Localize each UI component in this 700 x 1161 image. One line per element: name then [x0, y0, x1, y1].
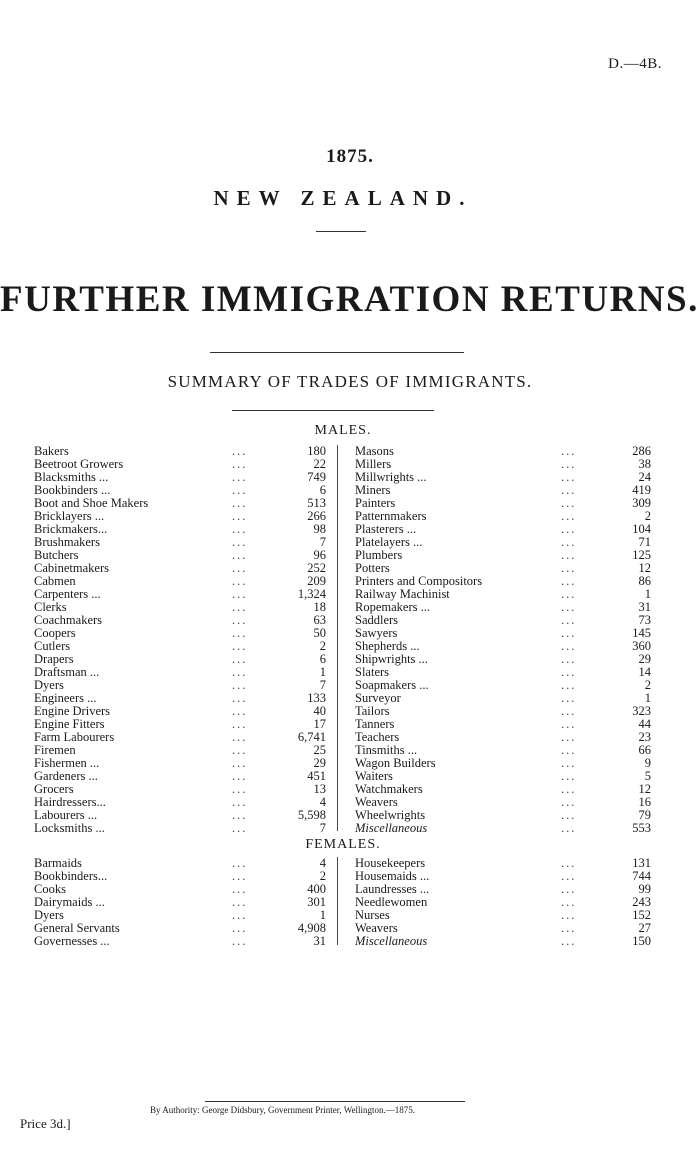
trade-row — [34, 562, 332, 575]
trade-count: 513 — [307, 496, 326, 510]
trade-count: 400 — [307, 882, 326, 896]
leader-dots: ... — [232, 895, 248, 909]
leader-dots: ... — [561, 639, 577, 653]
trade-count: 749 — [307, 470, 326, 484]
trade-name: Shepherds ... — [355, 639, 420, 653]
trade-name: Coachmakers — [34, 613, 103, 627]
trade-count: 99 — [638, 882, 651, 896]
leader-dots: ... — [232, 483, 248, 497]
trade-row — [34, 870, 332, 883]
trade-name: Printers and Compositors — [355, 574, 483, 588]
leader-dots: ... — [561, 704, 577, 718]
trade-row — [34, 627, 332, 640]
leader-dots: ... — [232, 457, 248, 471]
trade-name: Dyers — [34, 908, 64, 922]
females-column-divider — [337, 857, 338, 945]
trade-name: Needlewomen — [355, 895, 428, 909]
leader-dots: ... — [561, 483, 577, 497]
trade-name: Weavers — [355, 795, 398, 809]
trade-count: 360 — [632, 639, 651, 653]
trade-name: Housekeepers — [355, 856, 426, 870]
trade-name: Brickmakers... — [34, 522, 108, 536]
trade-name: Potters — [355, 561, 390, 575]
trade-count: 2 — [319, 869, 326, 883]
trade-name: Tanners — [355, 717, 395, 731]
trade-row — [34, 770, 332, 783]
leader-dots: ... — [232, 821, 248, 835]
trade-count: 63 — [313, 613, 326, 627]
leader-dots: ... — [232, 444, 248, 458]
females-table-left — [34, 857, 332, 948]
trade-count: 286 — [632, 444, 651, 458]
trade-count: 4,908 — [297, 921, 326, 935]
country-heading: NEW ZEALAND. — [213, 186, 473, 210]
leader-dots: ... — [561, 756, 577, 770]
leader-dots: ... — [232, 574, 248, 588]
trade-count: 6,741 — [297, 730, 326, 744]
trade-name: Gardeners ... — [34, 769, 98, 783]
trade-count: 1 — [644, 691, 651, 705]
trade-count: 14 — [638, 665, 651, 679]
leader-dots: ... — [561, 652, 577, 666]
leader-dots: ... — [232, 665, 248, 679]
trade-row — [355, 445, 657, 458]
trade-name: Engine Fitters — [34, 717, 105, 731]
trade-count: 12 — [638, 561, 651, 575]
trade-row — [355, 484, 657, 497]
printer-authority: By Authority: George Didsbury, Government Printer, Wellington.—1875. — [150, 1105, 415, 1115]
trade-name: Beetroot Growers — [34, 457, 124, 471]
trade-count: 419 — [632, 483, 651, 497]
trade-count: 451 — [307, 769, 326, 783]
document-reference: D.—4B. — [608, 56, 662, 72]
trade-name: Tailors — [355, 704, 390, 718]
trade-row — [34, 614, 332, 627]
trade-count: 1 — [644, 587, 651, 601]
leader-dots: ... — [232, 756, 248, 770]
leader-dots: ... — [561, 522, 577, 536]
trade-count: 38 — [638, 457, 651, 471]
trade-row — [355, 822, 657, 835]
leader-dots: ... — [561, 600, 577, 614]
footer-divider — [205, 1101, 465, 1102]
leader-dots: ... — [232, 769, 248, 783]
trade-name: Painters — [355, 496, 396, 510]
leader-dots: ... — [232, 678, 248, 692]
leader-dots: ... — [232, 535, 248, 549]
trade-name: Waiters — [355, 769, 393, 783]
trade-row — [355, 896, 657, 909]
trade-name: Engineers ... — [34, 691, 97, 705]
trade-name: Wagon Builders — [355, 756, 436, 770]
leader-dots: ... — [232, 522, 248, 536]
males-column-divider — [337, 445, 338, 831]
leader-dots: ... — [561, 821, 577, 835]
trade-row — [355, 757, 657, 770]
document-year: 1875. — [326, 146, 374, 167]
leader-dots: ... — [232, 470, 248, 484]
trade-name: Grocers — [34, 782, 74, 796]
trade-count: 152 — [632, 908, 651, 922]
trade-count: 12 — [638, 782, 651, 796]
trade-count: 7 — [319, 678, 326, 692]
trade-name: Dairymaids ... — [34, 895, 105, 909]
leader-dots: ... — [561, 782, 577, 796]
trade-name: Teachers — [355, 730, 400, 744]
page-title: FURTHER IMMIGRATION RETURNS. — [0, 279, 699, 320]
trade-row — [34, 822, 332, 835]
trade-row — [355, 718, 657, 731]
leader-dots: ... — [232, 908, 248, 922]
trade-count: 209 — [307, 574, 326, 588]
trade-name: Cabmen — [34, 574, 76, 588]
leader-dots: ... — [561, 730, 577, 744]
leader-dots: ... — [561, 856, 577, 870]
price-label: Price 3d.] — [20, 1116, 71, 1131]
trade-row — [355, 653, 657, 666]
leader-dots: ... — [232, 717, 248, 731]
page-subtitle: SUMMARY OF TRADES OF IMMIGRANTS. — [167, 372, 533, 391]
leader-dots: ... — [232, 509, 248, 523]
trade-count: 2 — [644, 509, 651, 523]
leader-dots: ... — [561, 908, 577, 922]
trade-count: 18 — [313, 600, 326, 614]
leader-dots: ... — [561, 496, 577, 510]
trade-count: 13 — [313, 782, 326, 796]
trade-row — [355, 549, 657, 562]
trade-count: 4 — [319, 856, 326, 870]
trade-name: Cooks — [34, 882, 66, 896]
trade-count: 25 — [313, 743, 326, 757]
leader-dots: ... — [232, 691, 248, 705]
trade-count: 5,598 — [297, 808, 326, 822]
trade-row — [355, 783, 657, 796]
trade-name: Draftsman ... — [34, 665, 100, 679]
trade-count: 7 — [319, 821, 326, 835]
trade-count: 22 — [313, 457, 326, 471]
leader-dots: ... — [232, 808, 248, 822]
trade-count: 180 — [307, 444, 326, 458]
leader-dots: ... — [561, 795, 577, 809]
trade-count: 2 — [644, 678, 651, 692]
trade-name: Saddlers — [355, 613, 399, 627]
trade-row — [34, 935, 332, 948]
trade-name: Soapmakers ... — [355, 678, 429, 692]
trade-count: 9 — [644, 756, 651, 770]
trade-count: 29 — [313, 756, 326, 770]
trade-name: Bricklayers ... — [34, 509, 105, 523]
trade-name: Shipwrights ... — [355, 652, 428, 666]
trade-name: Miscellaneous — [355, 934, 428, 948]
trade-name: Bookbinders... — [34, 869, 108, 883]
leader-dots: ... — [232, 882, 248, 896]
trade-name: Bookbinders ... — [34, 483, 111, 497]
divider-short — [316, 231, 366, 232]
males-table-left — [34, 445, 332, 835]
leader-dots: ... — [561, 626, 577, 640]
trade-name: Barmaids — [34, 856, 82, 870]
leader-dots: ... — [561, 587, 577, 601]
trade-count: 40 — [313, 704, 326, 718]
leader-dots: ... — [561, 535, 577, 549]
trade-count: 6 — [319, 652, 326, 666]
trade-name: Hairdressers... — [34, 795, 106, 809]
trade-name: Ropemakers ... — [355, 600, 430, 614]
leader-dots: ... — [561, 808, 577, 822]
trade-count: 50 — [313, 626, 326, 640]
leader-dots: ... — [232, 856, 248, 870]
leader-dots: ... — [561, 665, 577, 679]
trade-row — [34, 536, 332, 549]
trade-name: Plasterers ... — [355, 522, 417, 536]
trade-count: 104 — [632, 522, 651, 536]
trade-name: Miners — [355, 483, 391, 497]
trade-count: 125 — [632, 548, 651, 562]
trade-count: 553 — [632, 821, 651, 835]
females-heading: FEMALES. — [305, 837, 381, 852]
trade-name: Clerks — [34, 600, 67, 614]
trade-count: 133 — [307, 691, 326, 705]
leader-dots: ... — [561, 934, 577, 948]
trade-row — [355, 909, 657, 922]
trade-count: 1,324 — [297, 587, 326, 601]
trade-count: 145 — [632, 626, 651, 640]
trade-name: Governesses ... — [34, 934, 110, 948]
trade-row — [355, 705, 657, 718]
trade-count: 98 — [313, 522, 326, 536]
leader-dots: ... — [561, 769, 577, 783]
leader-dots: ... — [561, 743, 577, 757]
leader-dots: ... — [232, 934, 248, 948]
trade-row — [355, 614, 657, 627]
leader-dots: ... — [561, 509, 577, 523]
leader-dots: ... — [232, 869, 248, 883]
trade-name: Engine Drivers — [34, 704, 111, 718]
leader-dots: ... — [232, 626, 248, 640]
leader-dots: ... — [561, 548, 577, 562]
trade-name: Wheelwrights — [355, 808, 426, 822]
leader-dots: ... — [561, 895, 577, 909]
trade-name: Tinsmiths ... — [355, 743, 418, 757]
trade-count: 96 — [313, 548, 326, 562]
trade-name: Masons — [355, 444, 394, 458]
trade-count: 301 — [307, 895, 326, 909]
leader-dots: ... — [232, 548, 248, 562]
leader-dots: ... — [232, 782, 248, 796]
divider-upper — [210, 352, 464, 353]
trade-name: Carpenters ... — [34, 587, 101, 601]
leader-dots: ... — [561, 574, 577, 588]
trade-name: Laundresses ... — [355, 882, 430, 896]
trade-name: Weavers — [355, 921, 398, 935]
trade-count: 744 — [632, 869, 651, 883]
trade-name: Bakers — [34, 444, 69, 458]
females-table-right — [355, 857, 657, 948]
trade-name: Firemen — [34, 743, 76, 757]
trade-count: 1 — [319, 665, 326, 679]
trade-count: 31 — [638, 600, 651, 614]
trade-count: 23 — [638, 730, 651, 744]
trade-name: Housemaids ... — [355, 869, 430, 883]
trade-name: Nurses — [355, 908, 390, 922]
trade-count: 31 — [313, 934, 326, 948]
leader-dots: ... — [561, 691, 577, 705]
leader-dots: ... — [561, 561, 577, 575]
trade-count: 4 — [319, 795, 326, 809]
trade-count: 79 — [638, 808, 651, 822]
trade-count: 27 — [638, 921, 651, 935]
leader-dots: ... — [232, 613, 248, 627]
trade-count: 309 — [632, 496, 651, 510]
trade-name: Millers — [355, 457, 392, 471]
trade-name: Railway Machinist — [355, 587, 450, 601]
trade-name: Cabinetmakers — [34, 561, 109, 575]
leader-dots: ... — [561, 470, 577, 484]
trade-count: 2 — [319, 639, 326, 653]
trade-name: Boot and Shoe Makers — [34, 496, 149, 510]
divider-lower — [232, 410, 434, 411]
trade-name: Miscellaneous — [355, 821, 428, 835]
trade-name: Cutlers — [34, 639, 71, 653]
trade-count: 1 — [319, 908, 326, 922]
trade-name: Farm Labourers — [34, 730, 115, 744]
males-table-right — [355, 445, 657, 835]
trade-name: Plumbers — [355, 548, 403, 562]
trade-count: 71 — [638, 535, 651, 549]
trade-name: Patternmakers — [355, 509, 427, 523]
trade-name: Coopers — [34, 626, 76, 640]
trade-count: 150 — [632, 934, 651, 948]
leader-dots: ... — [232, 496, 248, 510]
trade-count: 86 — [638, 574, 651, 588]
leader-dots: ... — [232, 795, 248, 809]
trade-name: Platelayers ... — [355, 535, 423, 549]
leader-dots: ... — [232, 921, 248, 935]
trade-count: 5 — [644, 769, 651, 783]
males-heading: MALES. — [314, 423, 372, 438]
leader-dots: ... — [232, 600, 248, 614]
trade-name: Sawyers — [355, 626, 398, 640]
leader-dots: ... — [561, 457, 577, 471]
trade-count: 66 — [638, 743, 651, 757]
leader-dots: ... — [561, 921, 577, 935]
leader-dots: ... — [561, 717, 577, 731]
trade-name: Butchers — [34, 548, 79, 562]
trade-count: 6 — [319, 483, 326, 497]
trade-count: 131 — [632, 856, 651, 870]
trade-row — [355, 471, 657, 484]
leader-dots: ... — [232, 652, 248, 666]
leader-dots: ... — [232, 587, 248, 601]
trade-count: 73 — [638, 613, 651, 627]
trade-row — [34, 588, 332, 601]
leader-dots: ... — [561, 869, 577, 883]
leader-dots: ... — [561, 613, 577, 627]
trade-name: Watchmakers — [355, 782, 423, 796]
leader-dots: ... — [232, 743, 248, 757]
trade-name: Labourers ... — [34, 808, 98, 822]
leader-dots: ... — [232, 639, 248, 653]
trade-name: Surveyor — [355, 691, 401, 705]
trade-row — [355, 601, 657, 614]
trade-count: 44 — [638, 717, 651, 731]
trade-name: Locksmiths ... — [34, 821, 105, 835]
trade-count: 243 — [632, 895, 651, 909]
trade-count: 24 — [638, 470, 651, 484]
trade-name: Dyers — [34, 678, 64, 692]
trade-name: Millwrights ... — [355, 470, 427, 484]
trade-count: 266 — [307, 509, 326, 523]
trade-row — [34, 666, 332, 679]
trade-name: Drapers — [34, 652, 74, 666]
trade-name: Blacksmiths ... — [34, 470, 109, 484]
leader-dots: ... — [561, 882, 577, 896]
trade-count: 323 — [632, 704, 651, 718]
trade-name: Fishermen ... — [34, 756, 100, 770]
trade-name: Slaters — [355, 665, 390, 679]
trade-name: Brushmakers — [34, 535, 100, 549]
leader-dots: ... — [561, 678, 577, 692]
leader-dots: ... — [561, 444, 577, 458]
leader-dots: ... — [232, 730, 248, 744]
trade-count: 29 — [638, 652, 651, 666]
trade-row — [34, 731, 332, 744]
trade-row — [355, 692, 657, 705]
trade-count: 16 — [638, 795, 651, 809]
leader-dots: ... — [232, 561, 248, 575]
trade-row — [34, 896, 332, 909]
trade-count: 252 — [307, 561, 326, 575]
trade-name: General Servants — [34, 921, 120, 935]
trade-count: 17 — [313, 717, 326, 731]
trade-row — [34, 640, 332, 653]
trade-row — [355, 935, 657, 948]
trade-count: 7 — [319, 535, 326, 549]
leader-dots: ... — [232, 704, 248, 718]
